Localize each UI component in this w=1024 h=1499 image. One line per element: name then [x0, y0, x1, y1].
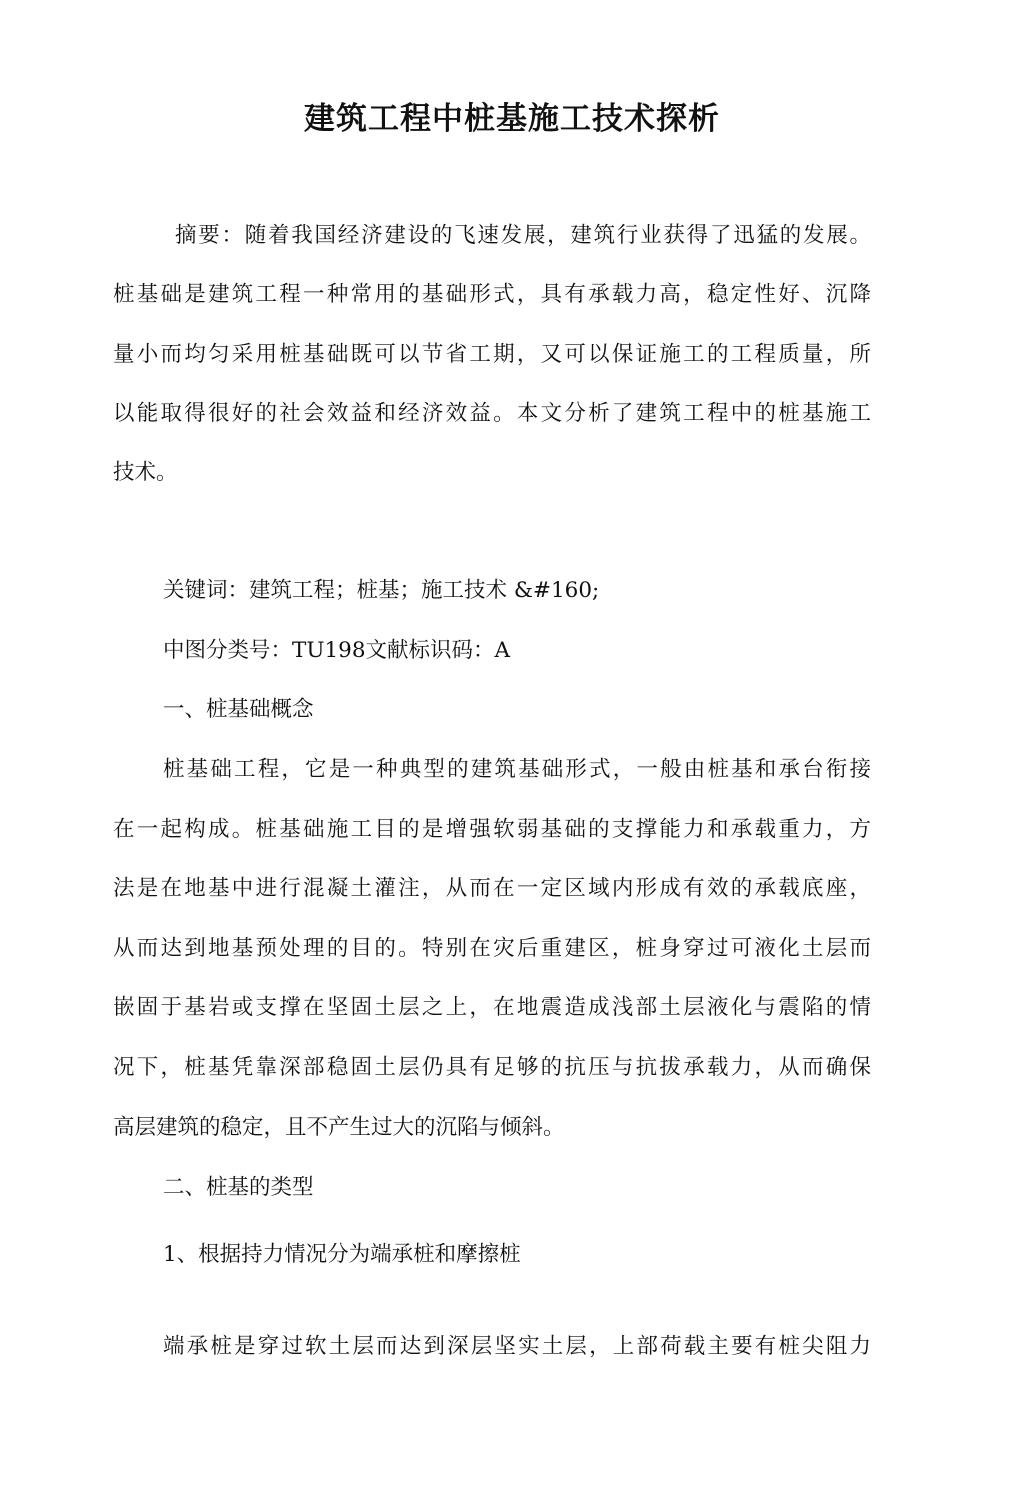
abstract-line: 以能取得很好的社会效益和经济效益。本文分析了建筑工程中的桩基施工: [113, 401, 871, 426]
paragraph-line: 端承桩是穿过软土层而达到深层坚实土层，上部荷载主要有桩尖阻力: [163, 1334, 871, 1359]
section-heading-2: 二、桩基的类型: [163, 1175, 314, 1200]
subsection-heading-1: 1、根据持力情况分为端承桩和摩擦桩: [163, 1242, 521, 1267]
document-title: 建筑工程中桩基施工技术探析: [304, 101, 720, 137]
paragraph-line: 从而达到地基预处理的目的。特别在灾后重建区，桩身穿过可液化土层而: [113, 936, 871, 961]
abstract-line: 摘要：随着我国经济建设的飞速发展，建筑行业获得了迅猛的发展。: [175, 223, 871, 248]
abstract-line: 技术。: [113, 460, 178, 485]
abstract-line: 桩基础是建筑工程一种常用的基础形式，具有承载力高，稳定性好、沉降: [113, 282, 871, 307]
section-heading-1: 一、桩基础概念: [163, 697, 314, 722]
paragraph-line: 嵌固于基岩或支撑在坚固土层之上，在地震造成浅部土层液化与震陷的情: [113, 995, 871, 1020]
paragraph-line: 高层建筑的稳定，且不产生过大的沉陷与倾斜。: [113, 1115, 565, 1140]
abstract-line: 量小而均匀采用桩基础既可以节省工期，又可以保证施工的工程质量，所: [113, 342, 871, 367]
paragraph-line: 桩基础工程，它是一种典型的建筑基础形式，一般由桩基和承台衔接: [163, 757, 871, 782]
classification-code: 中图分类号：TU198文献标识码：A: [163, 638, 511, 663]
paragraph-line: 在一起构成。桩基础施工目的是增强软弱基础的支撑能力和承载重力，方: [113, 817, 871, 842]
paragraph-line: 况下，桩基凭靠深部稳固土层仍具有足够的抗压与抗拔承载力，从而确保: [113, 1055, 871, 1080]
keywords: 关键词：建筑工程；桩基；施工技术 &#160;: [163, 578, 600, 603]
paragraph-line: 法是在地基中进行混凝土灌注，从而在一定区域内形成有效的承载底座，: [113, 876, 871, 901]
